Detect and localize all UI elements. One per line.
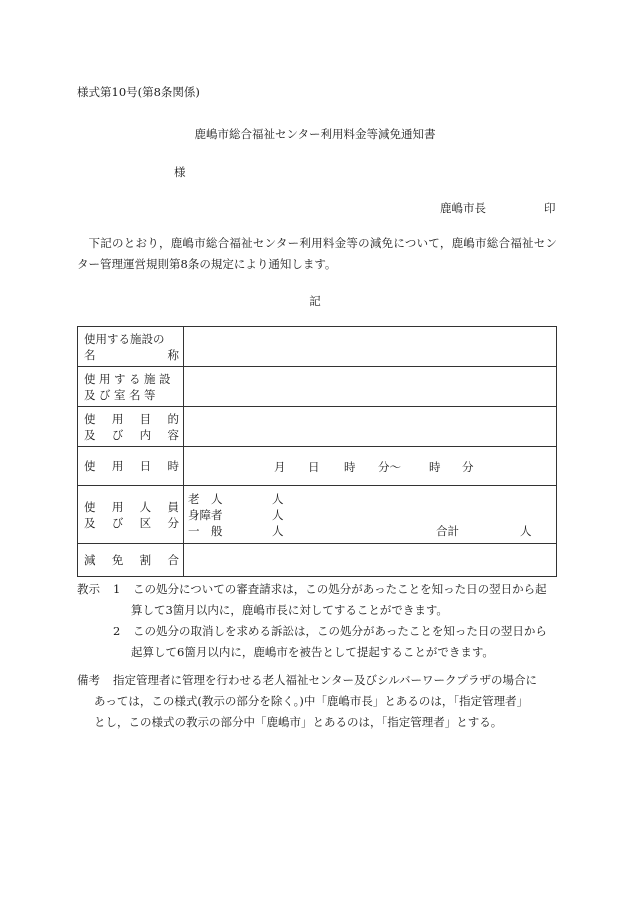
note-text: この処分の取消しを求める訴訟は，この処分があったことを知った日の翌日から: [133, 624, 547, 638]
label-char: び: [111, 515, 124, 530]
body-line-2: ンター管理運営規則第8条の規定により通知します。: [77, 236, 557, 271]
label-char: 員: [167, 499, 179, 514]
disabled-label: 身障者: [188, 508, 223, 522]
ki-heading: 記: [309, 294, 321, 308]
issuer-name: 鹿嶋市長: [440, 201, 486, 215]
month-label: 月: [274, 460, 286, 474]
table-row: [78, 447, 557, 486]
label-char: 的: [167, 411, 179, 426]
note-continuation: 起算して6箇月以内に，鹿嶋市を被告として提起することができます。: [131, 645, 494, 659]
label-char: 合: [167, 553, 179, 567]
label-char: 目: [139, 411, 152, 426]
label-char: 日: [139, 459, 152, 473]
note-number: 1: [113, 582, 121, 596]
remarks-continuation: とし，この様式の教示の部分中「鹿嶋市」とあるのは，「指定管理者」とする。: [94, 715, 503, 729]
table-row: [78, 407, 557, 447]
body-line-1: 下記のとおり，鹿嶋市総合福祉センター利用料金等の減免について，鹿嶋市総合福祉セ: [88, 236, 546, 250]
row-label: [78, 407, 184, 447]
label-line: [84, 411, 179, 427]
remarks-continuation: あっては，この様式(教示の部分を除く。)中「鹿嶋市長」とあるのは，「指定管理者」: [94, 694, 529, 708]
details-table: [77, 326, 557, 577]
label-line: 使用する施設: [84, 371, 174, 386]
label-line: [84, 458, 179, 474]
hour-label: 時: [429, 460, 441, 474]
document-title: 鹿嶋市総合福祉センター利用料金等減免通知書: [194, 127, 436, 141]
label-char: 用: [111, 459, 124, 473]
row-label: [78, 486, 184, 544]
elderly-unit: 人: [272, 492, 284, 506]
row-label: [78, 544, 184, 577]
datetime-line: [184, 447, 556, 485]
body-paragraph: [77, 233, 557, 275]
hour-label: 時: [344, 460, 356, 474]
facility-room-field[interactable]: [184, 367, 557, 407]
label-line: [84, 427, 179, 443]
row-label: [78, 367, 184, 407]
purpose-field[interactable]: [184, 407, 557, 447]
label-char: 使: [84, 499, 96, 514]
reduction-rate-field[interactable]: [184, 544, 557, 577]
note-item: [77, 579, 557, 600]
persons-field[interactable]: [184, 486, 557, 544]
label-char: 称: [167, 347, 179, 362]
general-label: 一 般: [188, 524, 223, 538]
remarks-row: [77, 670, 557, 691]
disabled-unit: 人: [272, 508, 284, 522]
label-char: 分: [167, 515, 179, 530]
label-char: 免: [111, 553, 124, 567]
label-char: 内: [139, 427, 152, 442]
label-char: 容: [167, 427, 179, 442]
label-char: び: [111, 427, 124, 442]
minute-label: 分: [462, 460, 474, 474]
label-char: 用: [111, 411, 124, 426]
label-char: 用: [111, 499, 124, 514]
label-char: 区: [139, 515, 152, 530]
label-line: 及び室名等: [84, 387, 159, 402]
table-row: [78, 486, 557, 544]
remarks-lead: 備考: [77, 673, 100, 687]
note-continuation: 算して3箇月以内に，鹿嶋市長に対してすることができます。: [131, 603, 448, 617]
label-char: 人: [139, 499, 152, 514]
note-number: 2: [113, 624, 121, 638]
persons-breakdown: [184, 486, 556, 543]
label-line: [84, 347, 179, 363]
note-text: この処分についての審査請求は，この処分があったことを知った日の翌日から起: [133, 582, 547, 596]
label-char: 名: [84, 347, 96, 362]
elderly-label: 老 人: [188, 492, 223, 506]
label-line: [84, 499, 179, 515]
label-char: 時: [167, 459, 179, 473]
row-label: [78, 327, 184, 367]
addressee-suffix: 様: [174, 165, 186, 179]
row-label: [78, 447, 184, 486]
remarks-section: [77, 670, 557, 733]
facility-name-field[interactable]: [184, 327, 557, 367]
table-row: [78, 367, 557, 407]
minute-label: 分〜: [378, 460, 401, 474]
day-label: 日: [308, 460, 320, 474]
label-char: 使: [84, 411, 96, 426]
label-line: [84, 515, 179, 531]
label-char: 及: [84, 427, 96, 442]
label-char: 及: [84, 515, 96, 530]
notes-lead: 教示: [77, 582, 100, 596]
label-line: 使用する施設の: [84, 331, 165, 346]
datetime-field[interactable]: [184, 447, 557, 486]
seal-mark: 印: [544, 201, 556, 215]
label-char: 割: [139, 553, 152, 567]
general-unit: 人: [272, 524, 284, 538]
total-unit: 人: [520, 524, 532, 538]
label-char: 使: [84, 459, 96, 473]
label-char: 減: [84, 553, 96, 567]
table-row: [78, 544, 557, 577]
total-label: 合計: [436, 524, 459, 538]
table-row: [78, 327, 557, 367]
remarks-text: 指定管理者に管理を行わせる老人福祉センター及びシルバーワークプラザの場合に: [113, 673, 537, 687]
label-line: [84, 552, 179, 568]
form-number: 様式第10号(第8条関係): [77, 85, 200, 99]
note-item: [77, 621, 557, 642]
notes-section: [77, 579, 557, 663]
